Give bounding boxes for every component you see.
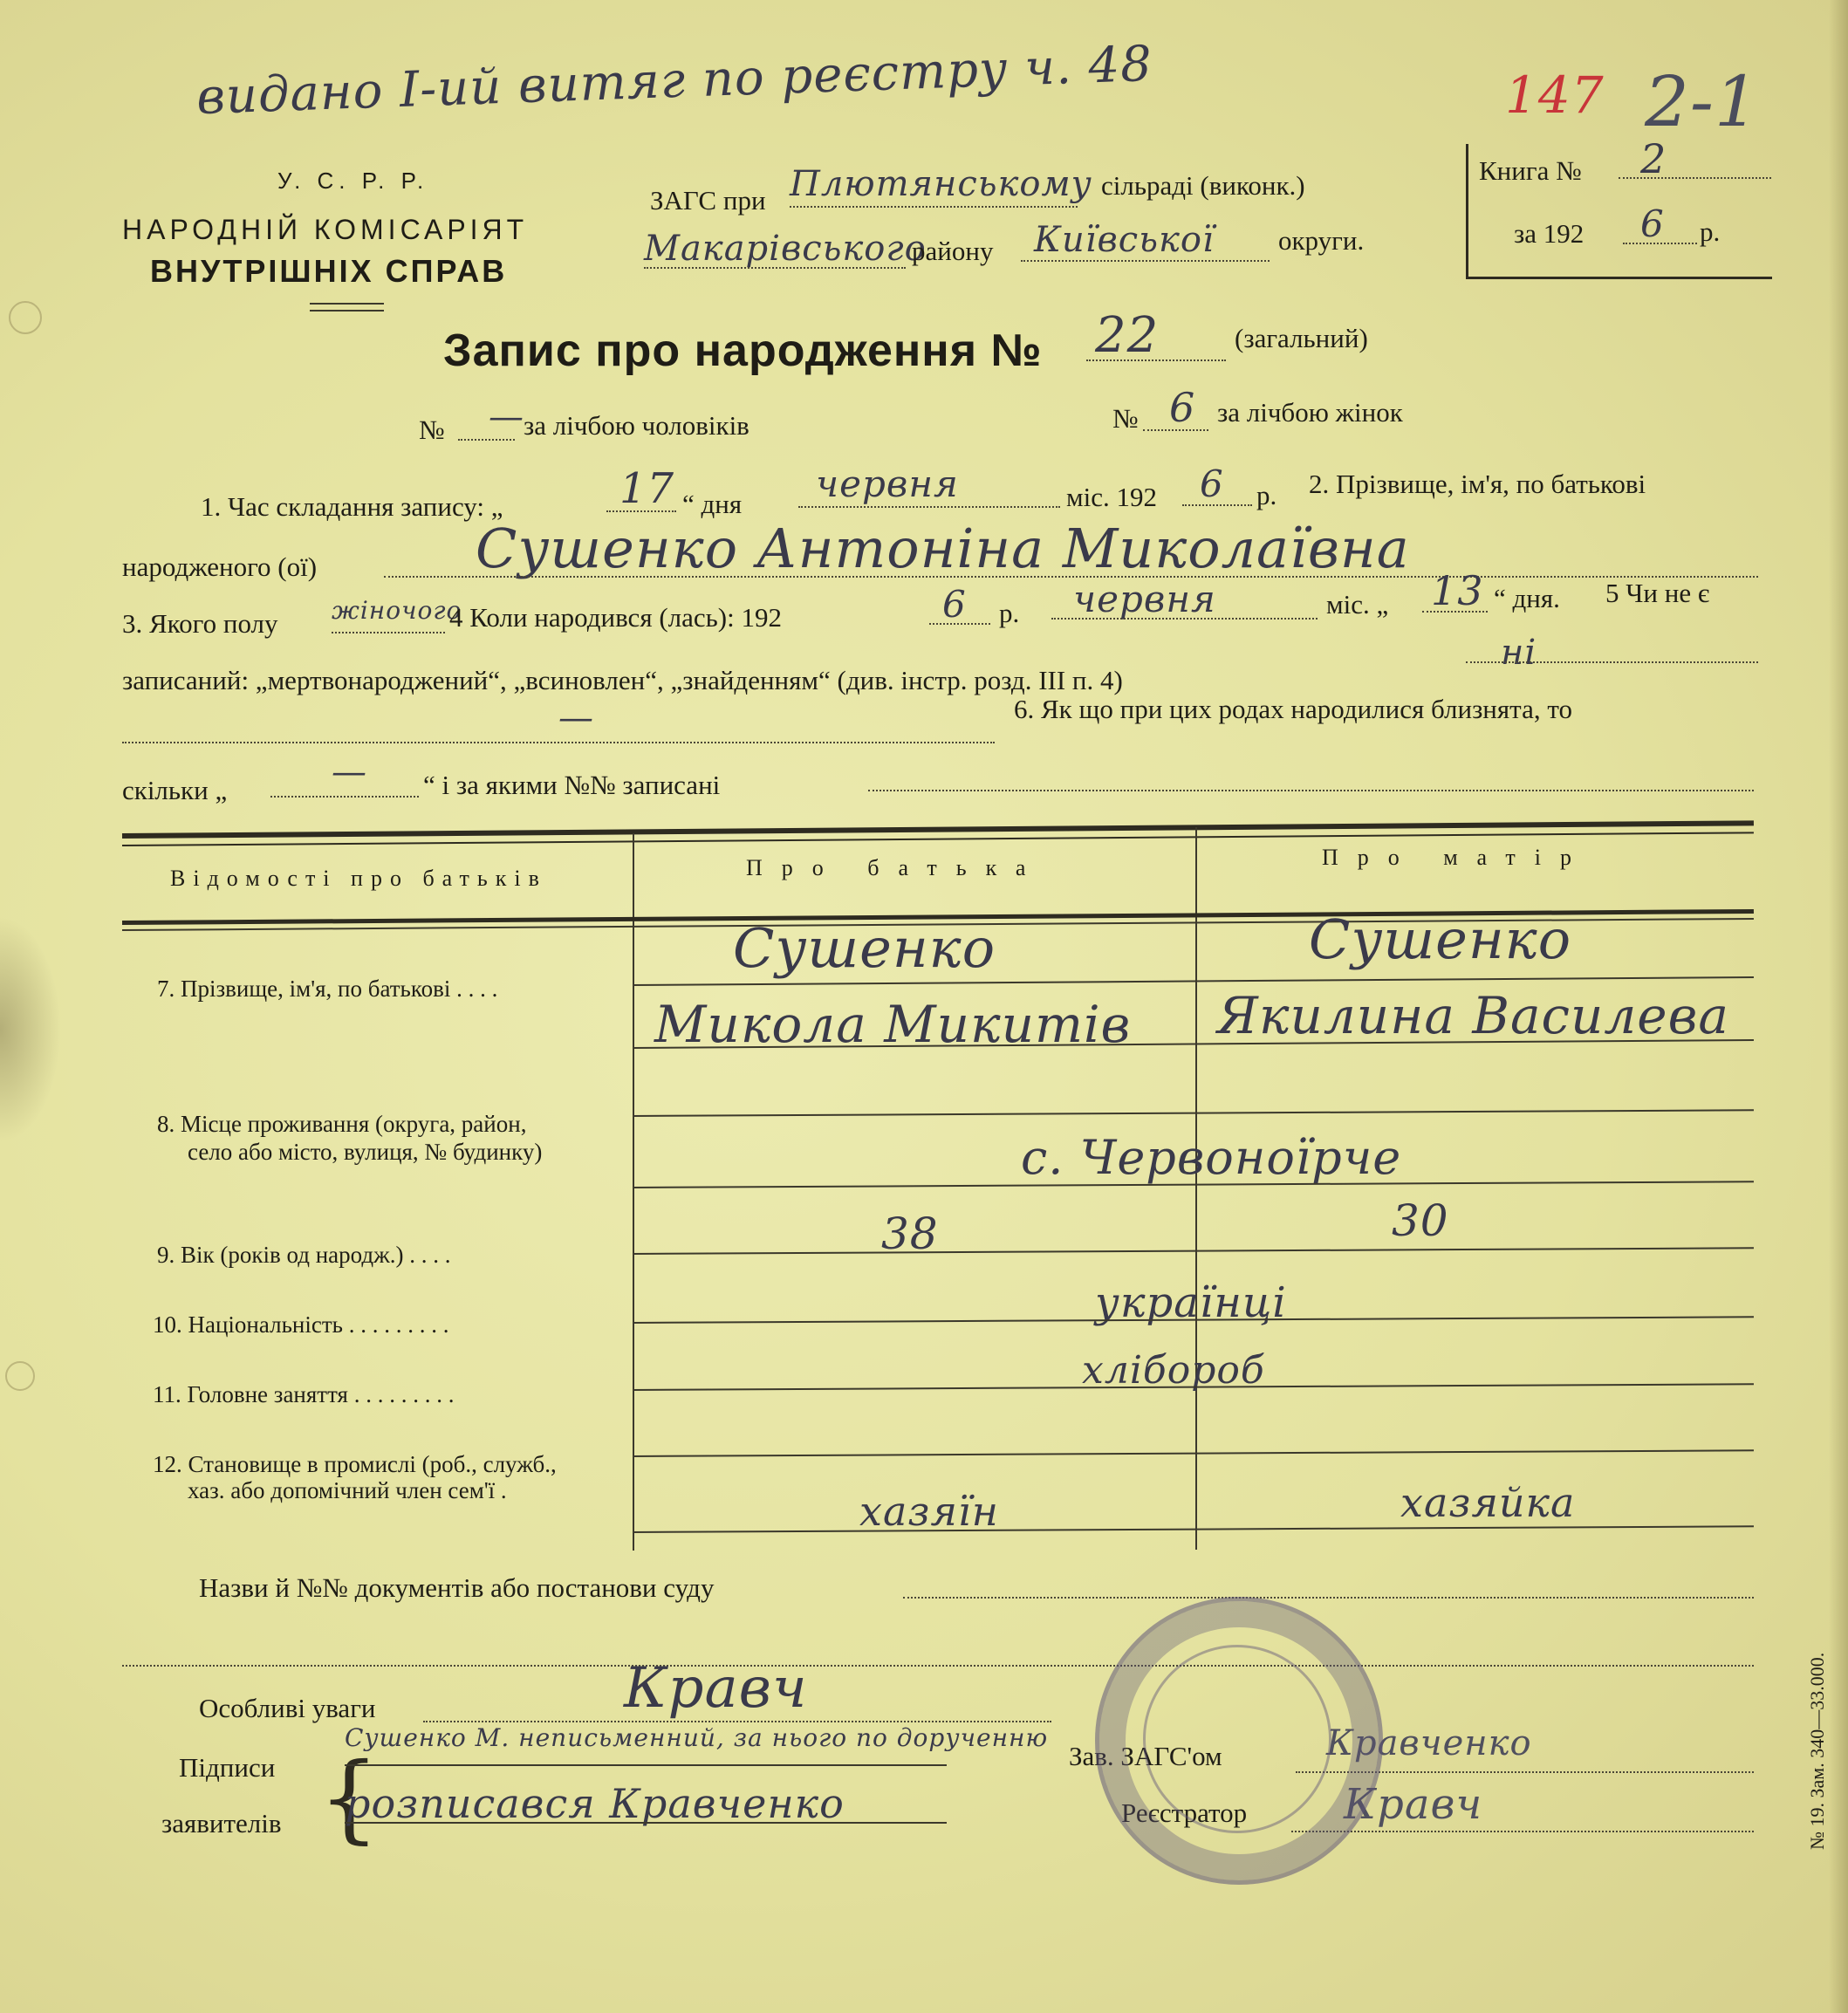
men-line [458, 439, 515, 441]
field4-year-suffix: р. [999, 598, 1020, 628]
field2-value: Сушенко Антоніна Миколаївна [476, 517, 1410, 580]
official-stamp [1095, 1597, 1383, 1885]
field1-month: червня [816, 462, 959, 505]
row12-father: хазяїн [859, 1488, 999, 1535]
row9-label: 9. Вік (років од народж.) . . . . [157, 1242, 451, 1268]
signatures-label-2: заявителів [161, 1808, 282, 1838]
field5-label-cont: записаний: „мертвонароджений“, „всиновлен“, „знайденням“ (див. інстр. розд. III п. 4) [122, 665, 1123, 695]
field6-value-line [270, 796, 419, 798]
record-number-line [1086, 359, 1226, 361]
commissariat-line1: НАРОДНІЙ КОМІСАРІЯТ [122, 214, 529, 245]
table-col-divider-2 [1195, 827, 1197, 1550]
field2-line [384, 576, 1758, 578]
row10-shared: українці [1095, 1278, 1287, 1327]
field4-month: червня [1073, 578, 1216, 620]
women-label: за лічбою жінок [1217, 397, 1403, 428]
handwritten-top-note: видано І-ий витяг по реєстру ч. 48 [195, 35, 1153, 127]
row8-label-line2: село або місто, вулиця, № будинку) [188, 1139, 543, 1165]
page-blemish [5, 1361, 35, 1391]
row12-mother: хазяйка [1400, 1479, 1576, 1526]
zags-village: Плютянському [790, 164, 1092, 204]
field4-day: 13 [1431, 567, 1484, 614]
field5-value: ні [1501, 633, 1537, 673]
signature-line2: розписався Кравченко [345, 1780, 845, 1827]
row9-mother: 30 [1392, 1195, 1449, 1246]
field4-month-suffix: міс. „ [1326, 589, 1389, 620]
page-edge [1829, 0, 1848, 2013]
commissariat-line2: ВНУТРІШНІХ СПРАВ [150, 253, 508, 289]
notes-line [423, 1721, 1051, 1722]
signature-line1-rule [345, 1764, 947, 1766]
row8-line [633, 1109, 1754, 1117]
row11-shared: хлібороб [1082, 1348, 1265, 1393]
women-prefix: № [1112, 403, 1139, 434]
documents-line [903, 1597, 1754, 1599]
field1-day-suffix: “ дня [682, 489, 743, 519]
row7-mother-line2: Якилина Василева [1217, 986, 1729, 1045]
book-number: 2 [1640, 135, 1667, 182]
zags-village-line [790, 206, 1078, 208]
field6-value: — [332, 752, 367, 792]
field2-label: 2. Прізвище, ім'я, по батькові [1309, 469, 1646, 499]
registrar-signature: Кравч [1344, 1780, 1483, 1829]
row9-father: 38 [881, 1208, 939, 1259]
row12-label-line1: 12. Становище в промислі (роб., служб., [153, 1451, 557, 1477]
field3-line [332, 632, 445, 633]
field5-value-cont: — [558, 698, 594, 738]
signatures-label-1: Підписи [179, 1752, 276, 1783]
row10-label: 10. Національність . . . . . . . . . [153, 1311, 449, 1338]
page-blemish [9, 301, 42, 334]
table-top-rule [122, 820, 1754, 839]
header-rule [310, 303, 384, 305]
men-prefix: № [419, 414, 445, 445]
field1-month-line [798, 506, 1060, 508]
table-header-mother: Про матір [1322, 845, 1591, 870]
notes-label: Особливі уваги [199, 1693, 376, 1723]
book-year-suffix: р. [1700, 216, 1721, 247]
row7-father-line1: Сушенко [733, 916, 996, 980]
field5-cont-line [122, 742, 995, 743]
field6-label-cont-a: скільки „ [122, 775, 228, 805]
book-year-line [1623, 243, 1697, 244]
book-number-line [1619, 177, 1771, 179]
registrar-label: Реєстратор [1121, 1797, 1248, 1828]
row7-mother-line1: Сушенко [1309, 907, 1572, 971]
field6-label-cont-b: “ і за якими №№ записані [423, 770, 721, 800]
field1-day: 17 [619, 464, 675, 513]
okruha-name: Київської [1034, 220, 1215, 260]
row7-label: 7. Прізвище, ім'я, по батькові . . . . [157, 976, 498, 1002]
field4-day-line [1422, 611, 1488, 613]
documents-line-2 [122, 1665, 1754, 1667]
field4-day-suffix: “ дня. [1494, 583, 1560, 613]
book-year-digit: 6 [1640, 202, 1665, 245]
top-right-number: 2-1 [1645, 61, 1760, 142]
women-line [1143, 429, 1208, 431]
okruha-label: округи. [1278, 225, 1365, 256]
field6-label: 6. Як що при цих родах народилися близнята, то [1014, 694, 1572, 724]
red-sheet-number: 147 [1505, 65, 1605, 125]
header-rule [310, 310, 384, 312]
signatures-brace: { [318, 1742, 380, 1853]
field3-value: жіночого [332, 596, 462, 625]
row12-bottom-line [633, 1525, 1754, 1533]
row7-father-line2: Микола Микитів [654, 995, 1132, 1054]
book-label: Книга № [1479, 155, 1582, 186]
signature-line2-rule [345, 1822, 947, 1824]
okruha-line [1021, 260, 1270, 262]
field4-month-line [1051, 618, 1318, 620]
men-value: — [489, 397, 524, 437]
field3-label: 3. Якого полу [122, 608, 278, 639]
field4-label: 4 Коли народився (лась): 192 [449, 602, 782, 633]
field6-line [868, 790, 1754, 791]
field5-line [1466, 661, 1758, 663]
official-stamp-inner [1143, 1645, 1331, 1833]
documents-label: Назви й №№ документів або постанови суду [199, 1572, 715, 1603]
registrar-line [1291, 1831, 1754, 1832]
table-header-father: Про батька [746, 855, 1045, 880]
field2-label-cont: народженого (ої) [122, 551, 318, 582]
field5-label: 5 Чи не є [1605, 578, 1710, 608]
row9-line [633, 1247, 1754, 1255]
republic-label: У. С. Р. Р. [277, 168, 429, 194]
row8-label-line1: 8. Місце проживання (округа, район, [157, 1111, 527, 1137]
row12-label-line2: хаз. або допомічний член сем'ї . [188, 1477, 507, 1503]
signature-line1: Сушенко М. неписьменний, за нього по дорученню [345, 1723, 1049, 1752]
record-number: 22 [1095, 307, 1160, 364]
general-label: (загальний) [1235, 323, 1368, 353]
field1-year: 6 [1200, 462, 1224, 505]
district-label: району [912, 236, 994, 266]
record-title: Запис про народження № [443, 325, 1043, 376]
field4-year-line [929, 623, 990, 625]
head-label: Зав. ЗАГС'ом [1069, 1741, 1222, 1771]
field1-label: 1. Час складання запису: „ [201, 491, 503, 522]
field1-year-label: міс. 192 [1066, 482, 1157, 512]
zags-suffix: сільраді (виконк.) [1101, 170, 1305, 201]
field4-year: 6 [942, 583, 967, 626]
row12-line [633, 1449, 1754, 1457]
field1-day-line [606, 510, 676, 512]
row11-label: 11. Головне заняття . . . . . . . . . [153, 1381, 455, 1407]
row8-shared: с. Червоноїрче [1021, 1130, 1402, 1185]
head-signature: Кравченко [1326, 1723, 1532, 1763]
field1-year-suffix: р. [1256, 480, 1277, 510]
women-value: 6 [1169, 384, 1196, 431]
field1-year-line [1182, 504, 1252, 506]
district-line [644, 267, 906, 269]
notes-value: Кравч [624, 1656, 808, 1721]
side-print-code: № 19. Зам. 340—33.000. [1806, 1652, 1828, 1850]
zags-prefix: ЗАГС при [650, 185, 766, 216]
book-year-label: за 192 [1514, 218, 1584, 249]
district-name: Макарівського [644, 229, 927, 269]
table-col-divider-1 [633, 833, 634, 1551]
table-header-info: Відомості про батьків [170, 866, 547, 891]
page-stain [0, 916, 61, 1143]
men-label: за лічбою чоловіків [524, 410, 749, 441]
